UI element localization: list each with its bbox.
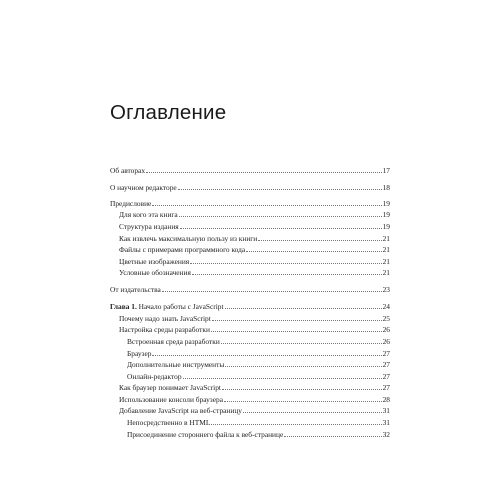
toc-entry: [119, 381, 390, 392]
toc-entry: [119, 404, 390, 415]
toc-entry: [119, 243, 390, 254]
page-number: 31: [382, 406, 390, 415]
toc-entry-title: [110, 285, 161, 294]
page-number: 21: [382, 245, 390, 254]
toc-entry-title: [127, 418, 210, 427]
page-number: 32: [382, 430, 390, 439]
page-number: 21: [382, 268, 390, 277]
toc-entry-title: [119, 222, 179, 231]
toc-entry-title: [119, 314, 211, 323]
page-number: 25: [382, 314, 390, 323]
dot-leader: [225, 308, 382, 309]
toc-entry-title: [110, 302, 224, 311]
page-number: 17: [382, 166, 390, 175]
toc-entry-text: Для кого эта книга: [119, 210, 178, 219]
toc-entry-title: [119, 395, 223, 404]
page-number: 24: [382, 302, 390, 311]
toc-entry: [119, 255, 390, 266]
page-number: 19: [382, 222, 390, 231]
toc-entry-title: [119, 268, 191, 277]
toc-entry-text: Непосредственно в HTML: [127, 418, 211, 427]
page-number: 27: [382, 349, 390, 358]
dot-leader: [212, 320, 382, 321]
dot-leader: [221, 343, 382, 344]
chapter-number: Глава 1.: [110, 302, 137, 311]
toc-entry: [119, 312, 390, 323]
toc-entry-text: Файлы с примерами программного кода: [119, 245, 246, 254]
toc-entry-text: Присоединение стороннего файла к веб-странице: [127, 430, 284, 439]
dot-leader: [162, 291, 382, 292]
toc-entry-text: Добавление JavaScript на веб-страницу: [119, 406, 242, 415]
toc-entry-title: [127, 372, 182, 381]
page-number: 23: [382, 285, 390, 294]
toc-entry: [110, 197, 390, 208]
toc-entry-title: [119, 210, 178, 219]
toc-entry-title: [127, 430, 283, 439]
toc-entry: [127, 370, 390, 381]
dot-leader: [211, 331, 382, 332]
dot-leader: [152, 355, 381, 356]
toc-entry-text: Встроенная среда разработки: [127, 337, 220, 346]
toc-entry-text: Использование консоли браузера: [119, 395, 223, 404]
page-title: Оглавление: [110, 101, 227, 124]
page-number: 27: [382, 360, 390, 369]
toc-entry: [127, 335, 390, 346]
page-number: 19: [382, 210, 390, 219]
dot-leader: [190, 263, 381, 264]
dot-leader: [152, 205, 381, 206]
toc-entry-title: [110, 166, 145, 175]
toc-entry-text: Об авторах: [110, 166, 146, 175]
toc-entry: [110, 300, 390, 311]
dot-leader: [258, 240, 381, 241]
toc-entry-text: Предисловие: [110, 199, 152, 208]
toc-entry-title: [119, 234, 257, 243]
toc-entry-text: Настройка среды разработки: [119, 325, 210, 334]
dot-leader: [180, 228, 382, 229]
toc-entry-text: Онлайн-редактор: [127, 372, 182, 381]
dot-leader: [178, 189, 382, 190]
page-number: 21: [382, 234, 390, 243]
toc-entry-text: Цветные изображения: [119, 257, 190, 266]
toc-entry: [119, 208, 390, 219]
toc-entry: [110, 283, 390, 294]
toc-entry-text: О научном редакторе: [110, 183, 177, 192]
dot-leader: [183, 378, 382, 379]
dot-leader: [222, 389, 382, 390]
page-number: 27: [382, 383, 390, 392]
toc-entry-text: Браузер: [127, 349, 152, 358]
page-number: 26: [382, 325, 390, 334]
toc-entry: [119, 232, 390, 243]
toc-entry-title: [110, 199, 151, 208]
dot-leader: [243, 412, 382, 413]
toc-entry: [119, 323, 390, 334]
dot-leader: [284, 436, 381, 437]
toc-entry: [127, 428, 390, 439]
toc-entry-text: Как извлечь максимальную пользу из книги: [119, 234, 258, 243]
toc-entry: [127, 416, 390, 427]
toc-entry-text: Как браузер понимает JavaScript: [119, 383, 221, 392]
toc-entry-title: [119, 406, 242, 415]
toc-entry-title: [119, 257, 189, 266]
toc-entry: [119, 266, 390, 277]
dot-leader: [225, 366, 381, 367]
dot-leader: [192, 274, 382, 275]
toc-entry-text: Структура издания: [119, 222, 179, 231]
toc-entry-text: Начало работы с JavaScript: [136, 302, 224, 311]
toc-entry: [110, 164, 390, 175]
toc-entry: [119, 220, 390, 231]
dot-leader: [211, 424, 381, 425]
toc-entry: [119, 393, 390, 404]
page-number: 21: [382, 257, 390, 266]
toc-entry-text: Дополнительные инструменты: [127, 360, 225, 369]
page-number: 27: [382, 372, 390, 381]
page-number: 19: [382, 199, 390, 208]
page-number: 26: [382, 337, 390, 346]
toc-entry-text: Почему надо знать JavaScript: [119, 314, 211, 323]
toc-entry-title: [119, 383, 221, 392]
page-number: 31: [382, 418, 390, 427]
toc-entry-title: [127, 349, 151, 358]
dot-leader: [224, 401, 382, 402]
toc-entry-title: [110, 183, 177, 192]
toc-entry-text: От издательства: [110, 285, 161, 294]
toc-entry: [127, 347, 390, 358]
toc-entry-text: Условные обозначения: [119, 268, 191, 277]
page-number: 28: [382, 395, 390, 404]
toc-entry: [127, 358, 390, 369]
toc-entry-title: [127, 337, 220, 346]
toc-entry-title: [127, 360, 224, 369]
toc-entry-title: [119, 325, 210, 334]
dot-leader: [179, 216, 382, 217]
toc-entry-title: [119, 245, 245, 254]
toc-entry: [110, 181, 390, 192]
page-number: 18: [382, 183, 390, 192]
dot-leader: [146, 172, 382, 173]
dot-leader: [246, 251, 381, 252]
